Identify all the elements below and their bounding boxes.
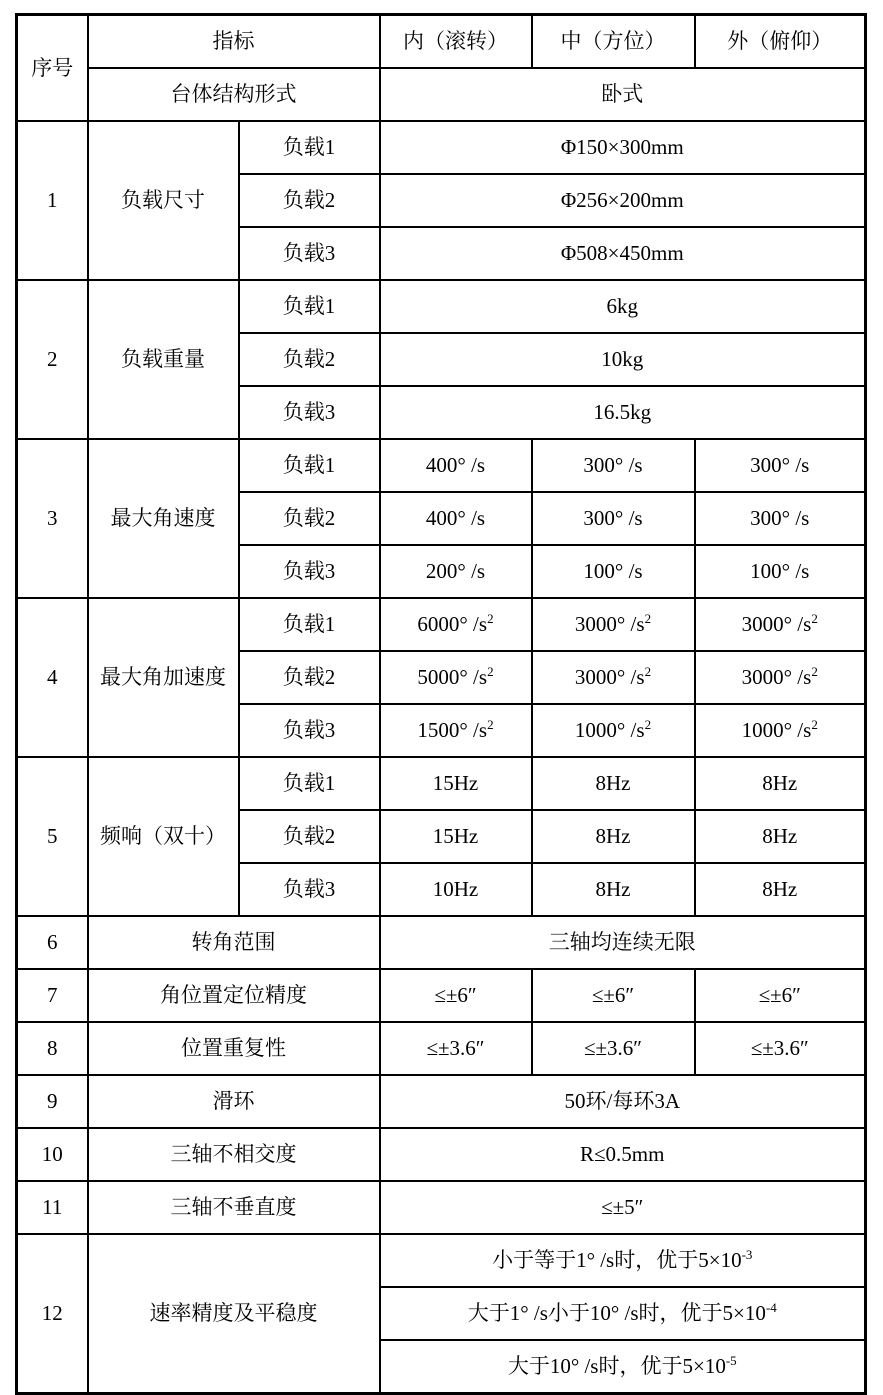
- header-row-1: [17, 15, 866, 69]
- load-label-cell: 负载2: [239, 333, 380, 386]
- table-row: [17, 969, 866, 1022]
- table-row: [17, 439, 866, 492]
- value-text: 3000° /s: [574, 612, 645, 637]
- table-row: [17, 1181, 866, 1234]
- row-name-cell: 角位置定位精度: [88, 969, 380, 1022]
- value-cell: 8Hz: [532, 810, 695, 863]
- row-no-cell: 2: [17, 280, 88, 439]
- value-exponent: 2: [811, 664, 818, 680]
- value-cell: 300° /s: [695, 439, 866, 492]
- load-label-cell: 负载1: [239, 280, 380, 333]
- value-cell: [695, 598, 866, 651]
- header-axis-outer: 外（俯仰）: [695, 15, 866, 69]
- value-cell: Φ150×300mm: [380, 121, 866, 174]
- header-indicator: 指标: [88, 15, 380, 69]
- value-cell: 400° /s: [380, 492, 532, 545]
- value-cell: Φ508×450mm: [380, 227, 866, 280]
- header-axis-middle: 中（方位）: [532, 15, 695, 69]
- load-label-cell: 负载2: [239, 492, 380, 545]
- value-text: 3000° /s: [741, 612, 812, 637]
- table-row: [17, 1022, 866, 1075]
- value-exponent: 2: [487, 717, 494, 733]
- condition-text: 大于10° /s时，优于5×10: [507, 1354, 726, 1379]
- table-row: [17, 757, 866, 810]
- value-cell: [695, 651, 866, 704]
- value-text: 5000° /s: [417, 665, 488, 690]
- row-no-cell: 10: [17, 1128, 88, 1181]
- row-no-cell: 3: [17, 439, 88, 598]
- row-no-cell: 12: [17, 1234, 88, 1394]
- row-no-cell: 6: [17, 916, 88, 969]
- value-exponent: 2: [811, 611, 818, 627]
- condition-exponent: -5: [725, 1353, 737, 1369]
- value-cell: ≤±3.6″: [380, 1022, 532, 1075]
- header-seq: 序号: [17, 15, 88, 122]
- value-cell: R≤0.5mm: [380, 1128, 866, 1181]
- value-cell: [380, 598, 532, 651]
- value-cell: [380, 1234, 866, 1287]
- value-exponent: 2: [644, 717, 652, 733]
- value-cell: 10kg: [380, 333, 866, 386]
- value-text: 6000° /s: [417, 612, 488, 637]
- spec-table: [15, 13, 867, 1395]
- value-cell: 100° /s: [532, 545, 695, 598]
- structure-value-cell: 卧式: [380, 68, 866, 121]
- row-name-cell: 位置重复性: [88, 1022, 380, 1075]
- load-label-cell: 负载2: [239, 651, 380, 704]
- value-cell: 15Hz: [380, 810, 532, 863]
- value-cell: [380, 1287, 866, 1340]
- value-cell: ≤±6″: [695, 969, 866, 1022]
- table-row: [17, 1234, 866, 1287]
- row-no-cell: 1: [17, 121, 88, 280]
- value-cell: [532, 598, 695, 651]
- row-name-cell: 三轴不垂直度: [88, 1181, 380, 1234]
- condition-exponent: -4: [765, 1300, 777, 1316]
- value-cell: 8Hz: [695, 863, 866, 916]
- table-row: [17, 280, 866, 333]
- row-no-cell: 8: [17, 1022, 88, 1075]
- value-text: 3000° /s: [574, 665, 645, 690]
- condition-text: 大于1° /s小于10° /s时，优于5×10: [467, 1301, 766, 1326]
- row-name-cell: 转角范围: [88, 916, 380, 969]
- header-row-2: [17, 68, 866, 121]
- value-cell: ≤±3.6″: [532, 1022, 695, 1075]
- load-label-cell: 负载3: [239, 704, 380, 757]
- value-cell: ≤±6″: [532, 969, 695, 1022]
- value-exponent: 2: [811, 717, 818, 733]
- load-label-cell: 负载2: [239, 174, 380, 227]
- value-cell: [380, 651, 532, 704]
- load-label-cell: 负载3: [239, 227, 380, 280]
- load-label-cell: 负载1: [239, 757, 380, 810]
- value-cell: 300° /s: [695, 492, 866, 545]
- group-name-cell: 最大角速度: [88, 439, 239, 598]
- condition-exponent: -3: [741, 1247, 753, 1263]
- row-no-cell: 7: [17, 969, 88, 1022]
- table-row: [17, 1075, 866, 1128]
- value-cell: 8Hz: [532, 863, 695, 916]
- condition-text: 小于等于1° /s时，优于5×10: [492, 1248, 742, 1273]
- value-cell: [532, 704, 695, 757]
- value-cell: 300° /s: [532, 492, 695, 545]
- row-name-cell: 速率精度及平稳度: [88, 1234, 380, 1394]
- value-cell: [532, 651, 695, 704]
- value-text: 1500° /s: [417, 718, 488, 743]
- value-cell: 10Hz: [380, 863, 532, 916]
- value-cell: 50环/每环3A: [380, 1075, 866, 1128]
- value-cell: [380, 704, 532, 757]
- row-name-cell: 三轴不相交度: [88, 1128, 380, 1181]
- value-text: 3000° /s: [741, 665, 812, 690]
- value-text: 1000° /s: [741, 718, 812, 743]
- row-no-cell: 9: [17, 1075, 88, 1128]
- value-cell: 200° /s: [380, 545, 532, 598]
- value-cell: ≤±3.6″: [695, 1022, 866, 1075]
- value-cell: 400° /s: [380, 439, 532, 492]
- load-label-cell: 负载1: [239, 598, 380, 651]
- header-axis-inner: 内（滚转）: [380, 15, 532, 69]
- value-exponent: 2: [487, 611, 494, 627]
- table-row: [17, 916, 866, 969]
- group-name-cell: 负载尺寸: [88, 121, 239, 280]
- load-label-cell: 负载3: [239, 386, 380, 439]
- table-row: [17, 121, 866, 174]
- value-cell: 8Hz: [695, 757, 866, 810]
- row-name-cell: 滑环: [88, 1075, 380, 1128]
- value-cell: [695, 704, 866, 757]
- value-exponent: 2: [487, 664, 494, 680]
- row-no-cell: 5: [17, 757, 88, 916]
- value-cell: ≤±6″: [380, 969, 532, 1022]
- group-name-cell: 最大角加速度: [88, 598, 239, 757]
- value-exponent: 2: [644, 611, 652, 627]
- value-cell: 8Hz: [532, 757, 695, 810]
- value-cell: ≤±5″: [380, 1181, 866, 1234]
- load-label-cell: 负载3: [239, 863, 380, 916]
- group-name-cell: 频响（双十）: [88, 757, 239, 916]
- row-no-cell: 11: [17, 1181, 88, 1234]
- table-row: [17, 1128, 866, 1181]
- value-cell: 300° /s: [532, 439, 695, 492]
- value-cell: 三轴均连续无限: [380, 916, 866, 969]
- value-cell: 16.5kg: [380, 386, 866, 439]
- load-label-cell: 负载2: [239, 810, 380, 863]
- group-name-cell: 负载重量: [88, 280, 239, 439]
- value-cell: 100° /s: [695, 545, 866, 598]
- table-row: [17, 598, 866, 651]
- load-label-cell: 负载1: [239, 439, 380, 492]
- value-cell: [380, 1340, 866, 1394]
- load-label-cell: 负载1: [239, 121, 380, 174]
- value-cell: Φ256×200mm: [380, 174, 866, 227]
- value-text: 1000° /s: [574, 718, 645, 743]
- value-cell: 8Hz: [695, 810, 866, 863]
- value-cell: 6kg: [380, 280, 866, 333]
- row-no-cell: 4: [17, 598, 88, 757]
- value-exponent: 2: [644, 664, 652, 680]
- load-label-cell: 负载3: [239, 545, 380, 598]
- header-structure-label: 台体结构形式: [88, 68, 380, 121]
- value-cell: 15Hz: [380, 757, 532, 810]
